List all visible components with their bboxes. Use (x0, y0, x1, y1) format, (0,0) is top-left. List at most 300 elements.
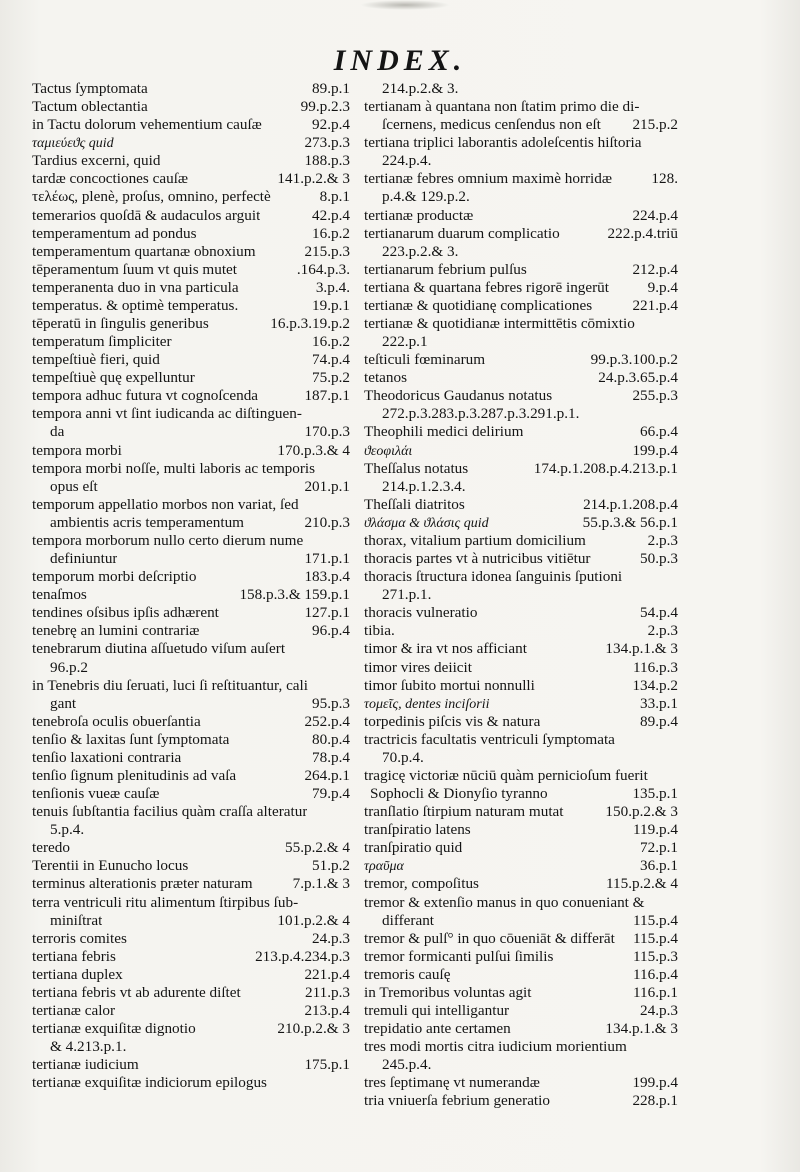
page-reference: 170.p.3 (304, 423, 350, 441)
index-term: in Tremoribus voluntas agit (364, 983, 532, 1001)
index-term: 96.p.2 (50, 658, 88, 676)
index-term: ambientis acris temperamentum (50, 513, 244, 531)
index-entry (364, 532, 678, 550)
index-term: tractricis facultatis ventriculi ſymptomata (364, 730, 615, 748)
index-term: temperatum ſimpliciter (32, 333, 172, 351)
index-entry (364, 839, 678, 857)
index-entry (364, 550, 678, 568)
index-term: tranſpiratio latens (364, 821, 471, 839)
index-term: tertianæ & quotidianę complicationes (364, 296, 593, 314)
page-reference: 116.p.3 (633, 658, 678, 676)
index-entry (32, 315, 350, 333)
index-entry (364, 405, 678, 423)
index-term: tetanos (364, 369, 408, 387)
index-term: 245.p.4. (382, 1056, 432, 1074)
page-reference: 188.p.3 (304, 152, 350, 170)
index-entry (32, 369, 350, 387)
index-term: definiuntur (50, 550, 118, 568)
page-reference: 7.p.1.& 3 (292, 875, 350, 893)
page-reference: 24.p.3 (312, 929, 350, 947)
index-entry (32, 225, 350, 243)
page-reference: 175.p.1 (304, 1056, 350, 1074)
index-term: Sophocli & Dionyſio tyranno (370, 785, 548, 803)
index-term: p.4.& 129.p.2. (382, 188, 470, 206)
page-reference: 255.p.3 (632, 387, 678, 405)
page-reference: 8.p.1 (319, 188, 350, 206)
index-entry (364, 116, 678, 134)
index-entry (364, 930, 678, 948)
page-reference: 215.p.3 (304, 242, 350, 260)
page-reference: 80.p.4 (312, 730, 350, 748)
page-reference: 89.p.4 (640, 712, 678, 730)
index-term: tremor, compoſitus (364, 875, 479, 893)
index-entry (364, 948, 678, 966)
page-reference: 92.p.4 (312, 116, 350, 134)
index-term: tremuli qui intelligantur (364, 1001, 510, 1019)
index-term: tertianæ febres omnium maximè horridæ (364, 170, 613, 188)
page-reference: 78.p.4 (312, 748, 350, 766)
index-entry (364, 659, 678, 677)
index-entry (364, 568, 678, 586)
page-reference: 210.p.2.& 3 (277, 1020, 350, 1038)
page-reference: 55.p.2.& 4 (285, 839, 350, 857)
index-term: trepidatio ante certamen (364, 1020, 511, 1038)
index-term: tertianam à quantana non ſtatim primo die di- (364, 98, 640, 116)
index-term: tenebroſa oculis obuerſantia (32, 712, 201, 730)
page-reference: 183.p.4 (304, 568, 350, 586)
index-entry (364, 225, 678, 243)
page-heading: INDEX. (333, 44, 467, 77)
page-reference: 214.p.1.208.p.4 (583, 495, 678, 513)
index-term: temporum morbi deſcriptio (32, 568, 197, 586)
index-term: terroris comites (32, 929, 127, 947)
page-reference: 72.p.1 (640, 839, 678, 857)
page-reference: 174.p.1.208.p.4.213.p.1 (533, 459, 678, 477)
index-entry (364, 423, 678, 441)
index-entry (364, 297, 678, 315)
index-entry (364, 478, 678, 496)
index-entry (32, 423, 350, 441)
index-entry (32, 496, 350, 514)
index-entry (364, 803, 678, 821)
index-entry (364, 622, 678, 640)
index-term: timor ſubito mortui nonnulli (364, 676, 535, 694)
page-reference: 211.p.3 (305, 983, 350, 1001)
page-reference: 213.p.4.234.p.3 (255, 947, 350, 965)
index-term: tertianæ exquiſitæ indiciorum epilogus (32, 1074, 267, 1092)
index-term: 214.p.2.& 3. (382, 80, 459, 97)
index-entry (32, 333, 350, 351)
index-entry (32, 387, 350, 405)
index-entry (364, 188, 678, 206)
page-reference: 170.p.3.& 4 (277, 441, 350, 459)
page-reference: 3.p.4. (315, 278, 350, 296)
page-reference: 16.p.2 (312, 333, 350, 351)
index-term: tertiana & quartana febres rigorē ingerūt (364, 278, 609, 296)
page-reference: 89.p.1 (312, 80, 350, 97)
index-term: tenebrę an lumini contrariæ (32, 622, 200, 640)
index-term: tempora morbi (32, 441, 122, 459)
index-term: tempeſtiuè quę expelluntur (32, 369, 195, 387)
index-entry (364, 695, 678, 713)
index-entry (364, 261, 678, 279)
page-reference: 128. (651, 170, 678, 188)
index-entry (32, 713, 350, 731)
index-entry (32, 207, 350, 225)
index-entry (364, 243, 678, 261)
index-term: tertiana duplex (32, 965, 123, 983)
page-reference: 116.p.4 (633, 965, 678, 983)
index-entry (364, 369, 678, 387)
index-entry (32, 80, 350, 98)
index-term: temperanenta duo in vna particula (32, 278, 239, 296)
index-term: ϑεοφιλάι (364, 443, 413, 459)
index-entry (364, 514, 678, 532)
index-entry (32, 478, 350, 496)
index-term: 271.p.1. (382, 586, 432, 604)
index-entry (364, 966, 678, 984)
index-term: tempeſtiuè fieri, quid (32, 351, 160, 369)
index-term: gant (50, 694, 77, 712)
index-entry (32, 659, 350, 677)
page-reference: 252.p.4 (304, 712, 350, 730)
page-reference: .164.p.3. (296, 260, 350, 278)
index-entry (364, 207, 678, 225)
page-reference: 99.p.2.3 (300, 98, 350, 116)
page-reference: 228.p.1 (632, 1092, 678, 1110)
index-term: tempora adhuc futura vt cognoſcenda (32, 387, 259, 405)
index-entry (32, 532, 350, 550)
index-term: tempora morbi noſſe, multi laboris ac temporis (32, 459, 316, 477)
index-entry (364, 442, 678, 460)
index-entry (32, 170, 350, 188)
page-reference: 150.p.2.& 3 (605, 803, 678, 821)
index-entry (32, 134, 350, 152)
index-term: tempora morborum nullo certo dierum nume (32, 531, 304, 549)
index-term: temerarios quoſdā & audaculos arguit (32, 206, 261, 224)
index-entry (32, 351, 350, 369)
page-reference: 24.p.3.65.p.4 (598, 369, 678, 387)
index-entry (364, 1092, 678, 1110)
index-term: torpedinis piſcis vis & natura (364, 712, 541, 730)
index-entry (32, 1074, 350, 1092)
index-term: tēperatū in ſingulis generibus (32, 315, 209, 333)
index-entry (32, 677, 350, 695)
index-term: tempora anni vt ſint iudicanda ac diſtinguen- (32, 405, 302, 423)
index-entry (32, 460, 350, 478)
index-entry (32, 243, 350, 261)
index-entry (364, 80, 678, 98)
page-reference: 199.p.4 (632, 441, 678, 459)
page-reference: 24.p.3 (640, 1001, 678, 1019)
index-entry (32, 405, 350, 423)
index-term: tres ſeptimanę vt numerandæ (364, 1074, 540, 1092)
page-reference: 221.p.4 (632, 296, 678, 314)
index-term: miniſtrat (50, 911, 103, 929)
index-term: thoracis partes vt à nutricibus vitiētur (364, 550, 591, 568)
index-term: tertiana febris vt ab adurente diſtet (32, 983, 241, 1001)
index-term: tenebrarum diutina aſſuetudo viſum auſert (32, 640, 286, 658)
index-entry (32, 785, 350, 803)
index-term: Terentii in Eunucho locus (32, 857, 189, 875)
index-term: terra ventriculi ritu alimentum ſtirpibus ſub- (32, 893, 299, 911)
index-entry (364, 351, 678, 369)
index-entry (32, 894, 350, 912)
index-term: tremor formicanti pulſui ſimilis (364, 947, 554, 965)
index-term: tenſionis vueæ cauſæ (32, 785, 160, 803)
index-entry (32, 1038, 350, 1056)
page-reference: 99.p.3.100.p.2 (590, 351, 678, 369)
index-term: terminus alterationis præter naturam (32, 875, 253, 893)
index-entry (364, 134, 678, 152)
index-entry (32, 586, 350, 604)
index-term: 224.p.4. (382, 152, 432, 170)
index-entry (364, 586, 678, 604)
index-term: temporum appellatio morbos non variat, ſed (32, 495, 299, 513)
index-entry (364, 875, 678, 893)
page-reference: 2.p.3 (647, 531, 678, 549)
index-entry (32, 1020, 350, 1038)
index-entry (32, 948, 350, 966)
index-term: tardæ concoctiones cauſæ (32, 170, 189, 188)
index-entry (364, 1074, 678, 1092)
page-reference: 16.p.3.19.p.2 (270, 315, 350, 333)
page-reference: 264.p.1 (304, 766, 350, 784)
index-entry (32, 1002, 350, 1020)
index-term: thoracis ſtructura idonea ſanguinis ſputioni (364, 568, 623, 586)
page-reference: 127.p.1 (304, 604, 350, 622)
page-reference: 171.p.1 (304, 550, 350, 568)
index-term: Tactus ſymptomata (32, 80, 148, 97)
index-entry (32, 442, 350, 460)
index-term: tres modi mortis citra iudicium morientium (364, 1038, 627, 1056)
index-entry (32, 930, 350, 948)
index-entry (32, 695, 350, 713)
index-term: 5.p.4. (50, 821, 85, 839)
index-entry (364, 152, 678, 170)
index-term: ſcernens, medicus cenſendus non eſt (382, 116, 601, 134)
page-reference: 33.p.1 (640, 694, 678, 712)
index-entry (32, 984, 350, 1002)
index-entry (364, 785, 678, 803)
index-entry (364, 677, 678, 695)
index-entry (32, 1056, 350, 1074)
index-term: differant (382, 911, 435, 929)
index-entry (364, 1002, 678, 1020)
index-entry (32, 731, 350, 749)
page-reference: 2.p.3 (647, 622, 678, 640)
index-entry (364, 640, 678, 658)
page-reference: 134.p.2 (632, 676, 678, 694)
index-column-right (364, 80, 678, 1110)
index-entry (32, 640, 350, 658)
index-entry (364, 604, 678, 622)
index-term: Tardius excerni, quid (32, 152, 161, 170)
index-entry (32, 622, 350, 640)
index-term: tenſio & laxitas ſunt ſymptomata (32, 730, 230, 748)
index-term: Theophili medici delirium (364, 423, 524, 441)
page-reference: 101.p.2.& 4 (277, 911, 350, 929)
index-entry (32, 550, 350, 568)
index-entry (364, 1020, 678, 1038)
index-term: teredo (32, 839, 70, 857)
page-reference: 95.p.3 (312, 694, 350, 712)
index-term: ταμιεύεϑς quid (32, 136, 114, 152)
index-entry (32, 261, 350, 279)
index-term: opus eſt (50, 477, 98, 495)
index-term: ϑλάσμα & ϑλάσις quid (364, 515, 489, 531)
index-entry (364, 984, 678, 1002)
index-term: in Tactu dolorum vehementium cauſæ (32, 116, 262, 134)
index-term: temperamentum ad pondus (32, 224, 197, 242)
index-term: Tactum oblectantia (32, 98, 148, 116)
page-reference: 134.p.1.& 3 (605, 640, 678, 658)
index-term: da (50, 423, 65, 441)
index-term: tremor & extenſio manus in quo conueniant & (364, 893, 645, 911)
ink-smudge (360, 0, 450, 10)
index-entry (32, 857, 350, 875)
index-term: thoracis vulneratio (364, 604, 478, 622)
index-term: tria vniuerſa febrium generatio (364, 1092, 550, 1110)
page-reference: 273.p.3 (304, 134, 350, 152)
index-entry (364, 170, 678, 188)
index-entry (32, 279, 350, 297)
index-entry (364, 894, 678, 912)
page-reference: 187.p.1 (304, 387, 350, 405)
index-term: tertianæ productæ (364, 206, 474, 224)
page-reference: 50.p.3 (640, 550, 678, 568)
page-reference: 115.p.4 (633, 911, 678, 929)
index-term: tertianarum duarum complicatio (364, 224, 560, 242)
index-term: teſticuli fœminarum (364, 351, 486, 369)
index-term: 214.p.1.2.3.4. (382, 477, 466, 495)
index-entry (32, 98, 350, 116)
index-term: Theſſalus notatus (364, 459, 469, 477)
page-reference: 210.p.3 (304, 513, 350, 531)
page-reference: 36.p.1 (640, 857, 678, 875)
index-term: tēperamentum ſuum vt quis mutet (32, 260, 237, 278)
index-entry (364, 98, 678, 116)
page-reference: 141.p.2.& 3 (277, 170, 350, 188)
page-reference: 215.p.2 (632, 116, 678, 134)
index-term: tenſio ſignum plenitudinis ad vaſa (32, 766, 237, 784)
index-term: tenuis ſubſtantia facilius quàm craſſa alteratur (32, 803, 308, 821)
index-entry (32, 568, 350, 586)
index-entry (32, 839, 350, 857)
index-entry (32, 514, 350, 532)
index-entry (32, 912, 350, 930)
index-term: Theſſali diatritos (364, 495, 465, 513)
index-term: tertianæ exquiſitæ dignotio (32, 1020, 196, 1038)
index-term: 223.p.2.& 3. (382, 242, 459, 260)
index-entry (32, 116, 350, 134)
page-reference: 116.p.1 (633, 983, 678, 1001)
index-term: τομεῖς, dentes inciſorii (364, 696, 490, 712)
index-term: timor vires deiicit (364, 658, 472, 676)
index-term: temperatus. & optimè temperatus. (32, 296, 239, 314)
index-term: 70.p.4. (382, 748, 424, 766)
page-reference: 201.p.1 (304, 477, 350, 495)
index-entry (364, 749, 678, 767)
index-term: tremoris cauſę (364, 965, 451, 983)
index-term: timor & ira vt nos afficiant (364, 640, 527, 658)
index-term: tragicę victoriæ nūciū quàm pernicioſum fuerit (364, 766, 648, 784)
index-term: τραῦμα (364, 859, 404, 875)
index-entry (364, 1038, 678, 1056)
index-term: tremor & pulſ° in quo cōueniāt & differāt (364, 929, 615, 947)
page-reference: 19.p.1 (312, 296, 350, 314)
page-reference: 212.p.4 (632, 260, 678, 278)
index-term: τελέως, plenè, proſus, omnino, perfectè (32, 188, 271, 206)
index-entry (364, 496, 678, 514)
page-reference: 213.p.4 (304, 1001, 350, 1019)
index-entry (32, 152, 350, 170)
index-entry (32, 803, 350, 821)
index-entry (364, 460, 678, 478)
index-term: tertianæ calor (32, 1001, 116, 1019)
index-entry (364, 731, 678, 749)
index-entry (364, 315, 678, 333)
index-term: tertiana triplici laborantis adoleſcentis hiſtoria (364, 134, 642, 152)
page-reference: 74.p.4 (312, 351, 350, 369)
page-reference: 222.p.4.triū (607, 224, 678, 242)
page-reference: 115.p.2.& 4 (606, 875, 678, 893)
page-reference: 16.p.2 (312, 224, 350, 242)
page-reference: 9.p.4 (647, 278, 678, 296)
index-entry (32, 767, 350, 785)
index-term: & 4.213.p.1. (50, 1038, 127, 1056)
index-term: tendines oſsibus ipſis adhærent (32, 604, 219, 622)
page-reference: 115.p.4 (633, 929, 678, 947)
index-entry (32, 297, 350, 315)
page-reference: 119.p.4 (633, 821, 678, 839)
index-term: tibia. (364, 622, 395, 640)
index-term: tranſpiratio quid (364, 839, 463, 857)
index-entry (364, 1056, 678, 1074)
index-entry (364, 857, 678, 875)
index-entry (32, 821, 350, 839)
index-term: temperamentum quartanæ obnoxium (32, 242, 256, 260)
page-reference: 66.p.4 (640, 423, 678, 441)
index-entry (364, 279, 678, 297)
index-column-left (32, 80, 350, 1092)
index-term: tertianarum febrium pulſus (364, 260, 527, 278)
page-reference: 115.p.3 (633, 947, 678, 965)
page-reference: 51.p.2 (312, 857, 350, 875)
index-term: tertianæ iudicium (32, 1056, 139, 1074)
page-reference: 224.p.4 (632, 206, 678, 224)
index-term: thorax, vitalium partium domicilium (364, 531, 586, 549)
page-reference: 135.p.1 (632, 785, 678, 803)
page-reference: 55.p.3.& 56.p.1 (582, 513, 678, 531)
index-entry (32, 749, 350, 767)
index-entry (32, 604, 350, 622)
index-term: tranſlatio ſtirpium naturam mutat (364, 803, 564, 821)
index-entry (32, 966, 350, 984)
index-entry (364, 713, 678, 731)
page-reference: 75.p.2 (312, 369, 350, 387)
index-term: 272.p.3.283.p.3.287.p.3.291.p.1. (382, 405, 580, 423)
page-reference: 79.p.4 (312, 785, 350, 803)
page-reference: 54.p.4 (640, 604, 678, 622)
index-term: tenſio laxationi contraria (32, 748, 182, 766)
index-term: tertiana febris (32, 947, 116, 965)
index-entry (364, 387, 678, 405)
page-reference: 158.p.3.& 159.p.1 (239, 586, 350, 604)
index-entry (364, 767, 678, 785)
index-entry (364, 912, 678, 930)
index-entry (364, 821, 678, 839)
